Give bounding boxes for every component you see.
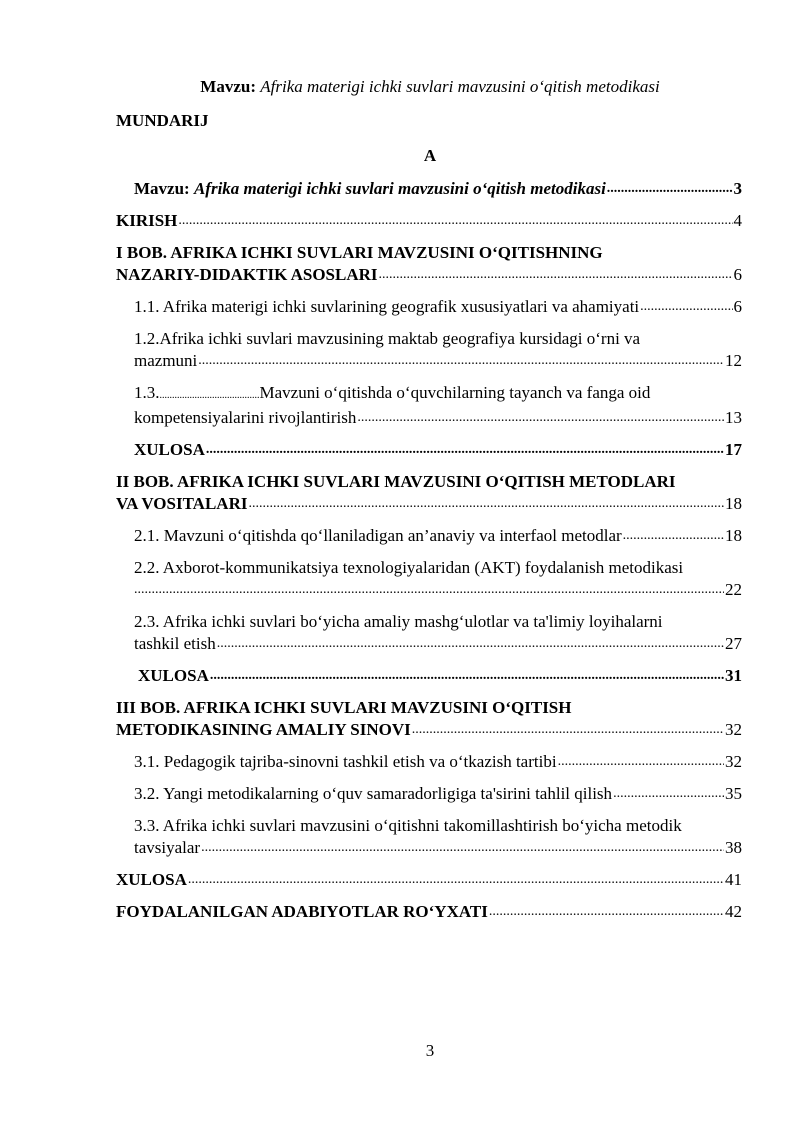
toc-page-number: 31 bbox=[725, 666, 742, 685]
toc-page-number: 17 bbox=[725, 440, 742, 459]
toc-entry-label: 3.2. Yangi metodikalarning o‘quv samaradorligiga ta'sirini tahlil qilish bbox=[134, 784, 613, 803]
toc-entry-label: XULOSA bbox=[138, 666, 209, 685]
toc-page-number: 18 bbox=[725, 494, 742, 513]
toc-page-number: 38 bbox=[725, 838, 742, 857]
toc-entry-3-2[interactable] bbox=[116, 783, 742, 805]
filler-dots: ........................................ bbox=[159, 390, 260, 401]
toc-entry-label-cont: mazmuni bbox=[134, 351, 198, 370]
toc-entry-2-2[interactable] bbox=[116, 557, 742, 601]
toc-entry-chapter-3[interactable] bbox=[116, 697, 742, 741]
toc-entry-label: 1.1. Afrika materigi ichki suvlarining geografik xususiyatlari va ahamiyati bbox=[134, 297, 640, 316]
toc-entry-1-3[interactable] bbox=[116, 382, 742, 429]
toc-entry-label: 2.1. Mavzuni o‘qitishda qo‘llaniladigan an’anaviy va interfaol metodlar bbox=[134, 526, 622, 545]
page-number: 3 bbox=[425, 1041, 435, 1060]
toc-entry-label: II BOB. AFRIKA ICHKI SUVLARI MAVZUSINI O‘QITISH METODLARI bbox=[116, 472, 676, 491]
toc-entry-kirish[interactable] bbox=[116, 210, 742, 232]
toc-page-number: 35 bbox=[725, 784, 742, 803]
toc-page-number: 41 bbox=[725, 870, 742, 889]
toc-entry-label-cont: tashkil etish bbox=[134, 634, 216, 653]
topic-title: Afrika materigi ichki suvlari mavzusini o‘qitish metodikasi bbox=[260, 77, 660, 96]
toc-page-number: 13 bbox=[725, 408, 742, 427]
toc-entry-label: 3.1. Pedagogik tajriba-sinovni tashkil etish va o‘tkazish tartibi bbox=[134, 752, 557, 771]
toc-entry-label: XULOSA bbox=[134, 440, 205, 459]
toc-entry-1-2[interactable] bbox=[116, 328, 742, 372]
toc-entry-label: III BOB. AFRIKA ICHKI SUVLARI MAVZUSINI O‘QITISH bbox=[116, 698, 572, 717]
toc-entry-label: I BOB. AFRIKA ICHKI SUVLARI MAVZUSINI O‘QITISHNING bbox=[116, 243, 603, 262]
toc-entry-label: XULOSA bbox=[116, 870, 187, 889]
toc-entry-xulosa-2[interactable] bbox=[116, 665, 742, 687]
toc-entry-topic[interactable]: Mavzu: Afrika materigi ichki suvlari mavzusini o‘qitish metodikasi ..... 3 bbox=[116, 178, 742, 200]
toc-entry-label: KIRISH bbox=[116, 211, 178, 230]
toc-entry-label: 1.3.........................................Mavzuni o‘qitishda o‘quvchilarning tayanch va fanga oid bbox=[134, 383, 651, 402]
toc-page-number: 42 bbox=[725, 902, 742, 921]
toc-entry-1-1[interactable] bbox=[116, 296, 742, 318]
toc-page-number: 6 bbox=[733, 297, 742, 316]
toc-entry-label-cont: VA VOSITALARI bbox=[116, 494, 248, 513]
toc-entry-2-3[interactable] bbox=[116, 611, 742, 655]
toc-entry-label: 1.2.Afrika ichki suvlari mavzusining maktab geografiya kursidagi o‘rni va bbox=[134, 329, 641, 348]
toc-entry-label-cont: kompetensiyalarini rivojlantirish bbox=[134, 408, 357, 427]
toc-entry-label-cont: METODIKASINING AMALIY SINOVI bbox=[116, 720, 411, 739]
toc-page-number: 32 bbox=[725, 720, 742, 739]
toc-entry-label-cont: tavsiyalar bbox=[134, 838, 201, 857]
topic-heading bbox=[0, 77, 800, 97]
toc-page-number: 3 bbox=[733, 179, 742, 198]
toc-entry-3-1[interactable] bbox=[116, 751, 742, 773]
toc-entry-label: 2.2. Axborot-kommunikatsiya texnologiyalaridan (AKT) foydalanish metodikasi bbox=[134, 558, 684, 577]
toc-page-number: 6 bbox=[733, 265, 742, 284]
toc-page-number: 27 bbox=[725, 634, 742, 653]
topic-label: Mavzu: bbox=[200, 77, 256, 96]
toc-entry-xulosa-final[interactable] bbox=[116, 869, 742, 891]
toc-entry-chapter-1[interactable] bbox=[116, 242, 742, 286]
toc-entry-bibliography[interactable] bbox=[116, 901, 742, 923]
toc-page-number: 22 bbox=[725, 580, 742, 599]
toc-entry-label: 3.3. Afrika ichki suvlari mavzusini o‘qitishni takomillashtirish bo‘yicha metodik bbox=[134, 816, 682, 835]
toc-entry-chapter-2[interactable] bbox=[116, 471, 742, 515]
toc-page-number: 4 bbox=[733, 211, 742, 230]
toc-page-number: 12 bbox=[725, 351, 742, 370]
toc-page-number: 18 bbox=[725, 526, 742, 545]
toc-entry-3-3[interactable] bbox=[116, 815, 742, 859]
toc-entry-label: 2.3. Afrika ichki suvlari bo‘yicha amaliy mashg‘ulotlar va ta'limiy loyihalarni bbox=[134, 612, 663, 631]
toc-entry-xulosa-1[interactable] bbox=[116, 439, 742, 461]
toc-entry-label-cont: NAZARIY-DIDAKTIK ASOSLARI bbox=[116, 265, 378, 284]
toc-entry-2-1[interactable] bbox=[116, 525, 742, 547]
table-of-contents bbox=[116, 178, 742, 923]
toc-page-number: 32 bbox=[725, 752, 742, 771]
toc-entry-label: FOYDALANILGAN ADABIYOTLAR RO‘YXATI bbox=[116, 902, 488, 921]
contents-title-continuation: A bbox=[423, 146, 437, 165]
contents-title: MUNDARIJ bbox=[116, 111, 209, 130]
